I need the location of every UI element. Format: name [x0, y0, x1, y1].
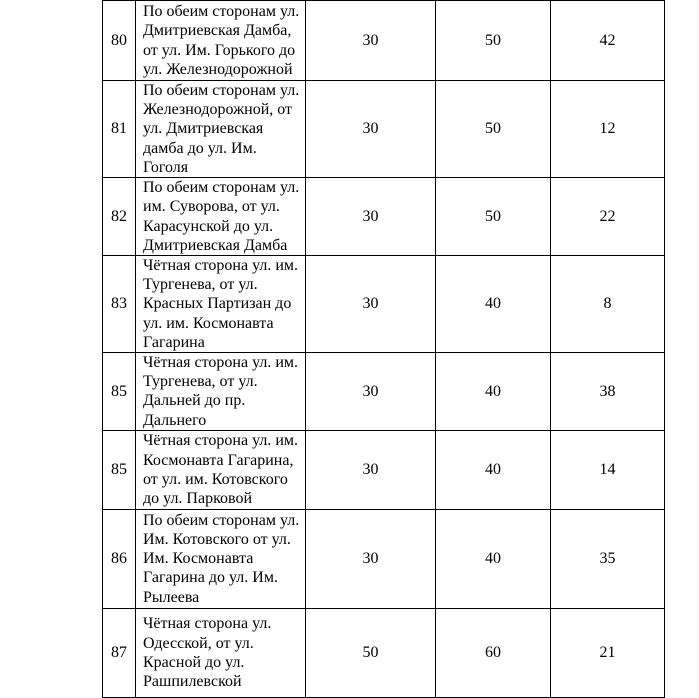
- value-col-1: 30: [306, 256, 436, 353]
- value-col-2: 40: [436, 353, 551, 431]
- row-number: 81: [103, 81, 136, 178]
- street-description: Чётная сторона ул. Одесской, от ул. Красной до ул. Рашпилевской: [136, 608, 306, 697]
- value-col-1: 50: [306, 608, 436, 697]
- value-col-1: 30: [306, 178, 436, 256]
- street-description: Чётная сторона ул. им. Тургенева, от ул. Дальней до пр. Дальнего: [136, 353, 306, 431]
- value-col-1: 30: [306, 1, 436, 81]
- street-description: По обеим сторонам ул. Дмитриевская Дамба, от ул. Им. Горького до ул. Железнодорожной: [136, 1, 306, 81]
- street-table: [102, 0, 665, 698]
- table-row: [103, 256, 665, 353]
- value-col-3: 14: [551, 430, 665, 509]
- value-col-2: 50: [436, 178, 551, 256]
- value-col-1: 30: [306, 353, 436, 431]
- value-col-3: 21: [551, 608, 665, 697]
- value-col-2: 40: [436, 509, 551, 608]
- row-number: 87: [103, 608, 136, 697]
- value-col-3: 42: [551, 1, 665, 81]
- table-row: [103, 353, 665, 431]
- row-number: 86: [103, 509, 136, 608]
- value-col-3: 22: [551, 178, 665, 256]
- table-row: [103, 178, 665, 256]
- row-number: 85: [103, 430, 136, 509]
- value-col-1: 30: [306, 430, 436, 509]
- value-col-2: 60: [436, 608, 551, 697]
- value-col-3: 12: [551, 81, 665, 178]
- table-row: [103, 608, 665, 697]
- value-col-2: 40: [436, 430, 551, 509]
- row-number: 82: [103, 178, 136, 256]
- table-row: [103, 430, 665, 509]
- value-col-2: 50: [436, 81, 551, 178]
- row-number: 85: [103, 353, 136, 431]
- value-col-3: 38: [551, 353, 665, 431]
- street-description: По обеим сторонам ул. им. Суворова, от ул. Карасунской до ул. Дмитриевская Дамба: [136, 178, 306, 256]
- value-col-2: 40: [436, 256, 551, 353]
- street-description: Чётная сторона ул. им. Космонавта Гагарина, от ул. им. Котовского до ул. Парковой: [136, 430, 306, 509]
- street-description: По обеим сторонам ул. Им. Котовского от ул. Им. Космонавта Гагарина до ул. Им. Рылеева: [136, 509, 306, 608]
- table-row: [103, 1, 665, 81]
- table-row: [103, 81, 665, 178]
- row-number: 80: [103, 1, 136, 81]
- value-col-3: 8: [551, 256, 665, 353]
- street-description: Чётная сторона ул. им. Тургенева, от ул. Красных Партизан до ул. им. Космонавта Гагарина: [136, 256, 306, 353]
- value-col-3: 35: [551, 509, 665, 608]
- value-col-1: 30: [306, 81, 436, 178]
- street-description: По обеим сторонам ул. Железнодорожной, от ул. Дмитриевская дамба до ул. Им. Гоголя: [136, 81, 306, 178]
- row-number: 83: [103, 256, 136, 353]
- value-col-1: 30: [306, 509, 436, 608]
- value-col-2: 50: [436, 1, 551, 81]
- table-row: [103, 509, 665, 608]
